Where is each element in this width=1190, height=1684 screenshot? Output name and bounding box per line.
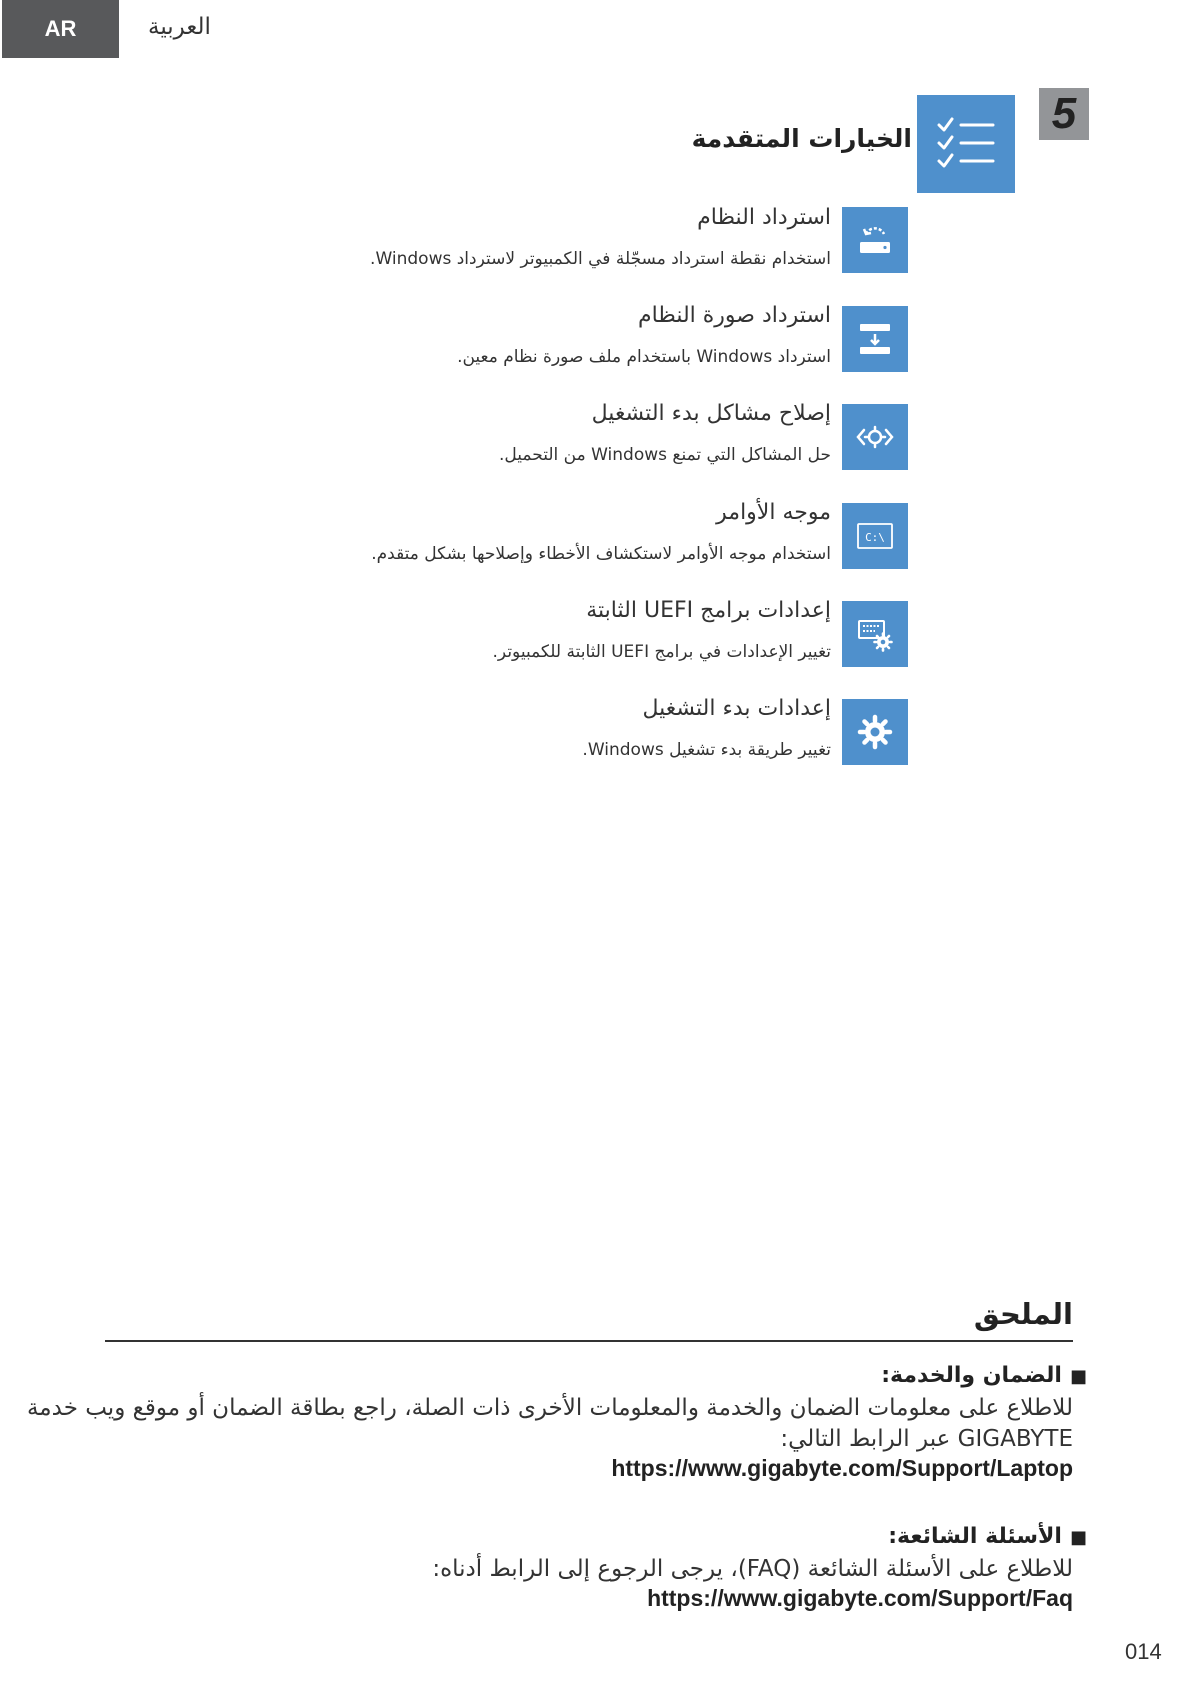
option-title-startup-repair[interactable]: إصلاح مشاكل بدء التشغيل	[591, 401, 831, 426]
option-desc-uefi-settings: تغيير الإعدادات في برامج UEFI الثابتة للكمبيوتر.	[492, 642, 831, 662]
divider	[105, 1340, 1073, 1342]
svg-text:C:\: C:\	[865, 531, 885, 544]
uefi-settings-icon[interactable]	[842, 601, 908, 667]
bullet-square-icon: ■	[1069, 1527, 1087, 1548]
option-title-system-restore[interactable]: استرداد النظام	[697, 205, 831, 230]
startup-settings-icon[interactable]	[842, 699, 908, 765]
language-name: العربية	[148, 14, 211, 40]
option-title-command-prompt[interactable]: موجه الأوامر	[716, 500, 831, 525]
faq-link[interactable]: https://www.gigabyte.com/Support/Faq	[647, 1585, 1073, 1611]
option-desc-startup-settings: تغيير طريقة بدء تشغيل Windows.	[582, 740, 831, 760]
bullet-square-icon: ■	[1069, 1366, 1087, 1387]
option-desc-system-image: استرداد Windows باستخدام ملف صورة نظام معين.	[457, 347, 831, 367]
appendix-title: الملحق	[973, 1297, 1073, 1331]
option-desc-startup-repair: حل المشاكل التي تمنع Windows من التحميل.	[499, 445, 831, 465]
section-title: الخيارات المتقدمة	[691, 124, 912, 153]
system-restore-icon[interactable]	[842, 207, 908, 273]
faq-heading	[888, 1524, 1087, 1549]
page-number: 014	[1125, 1639, 1162, 1664]
option-title-startup-settings[interactable]: إعدادات بدء التشغيل	[642, 696, 831, 721]
warranty-heading-text: الضمان والخدمة:	[881, 1363, 1062, 1388]
option-desc-system-restore: استخدام نقطة استرداد مسجّلة في الكمبيوتر لاسترداد Windows.	[370, 249, 831, 269]
startup-repair-icon[interactable]	[842, 404, 908, 470]
checklist-icon	[917, 95, 1015, 193]
language-tab: AR	[2, 0, 119, 58]
command-prompt-icon[interactable]	[842, 503, 908, 569]
option-desc-command-prompt: استخدام موجه الأوامر لاستكشاف الأخطاء وإصلاحها بشكل متقدم.	[371, 544, 831, 564]
warranty-text-line1: للاطلاع على معلومات الضمان والخدمة والمعلومات الأخرى ذات الصلة، راجع بطاقة الضمان أو موقع ويب خدمة	[26, 1395, 1073, 1421]
faq-heading-text: الأسئلة الشائعة:	[888, 1524, 1062, 1549]
option-title-uefi-settings[interactable]: إعدادات برامج UEFI الثابتة	[586, 598, 831, 623]
system-image-icon[interactable]	[842, 306, 908, 372]
warranty-text-line2: GIGABYTE عبر الرابط التالي:	[780, 1426, 1073, 1452]
warranty-link[interactable]: https://www.gigabyte.com/Support/Laptop	[611, 1455, 1073, 1481]
option-title-system-image[interactable]: استرداد صورة النظام	[637, 303, 831, 328]
warranty-heading	[881, 1363, 1087, 1388]
step-number-badge: 5	[1039, 88, 1089, 140]
faq-text: للاطلاع على الأسئلة الشائعة (FAQ)، يرجى الرجوع إلى الرابط أدناه:	[432, 1556, 1073, 1582]
